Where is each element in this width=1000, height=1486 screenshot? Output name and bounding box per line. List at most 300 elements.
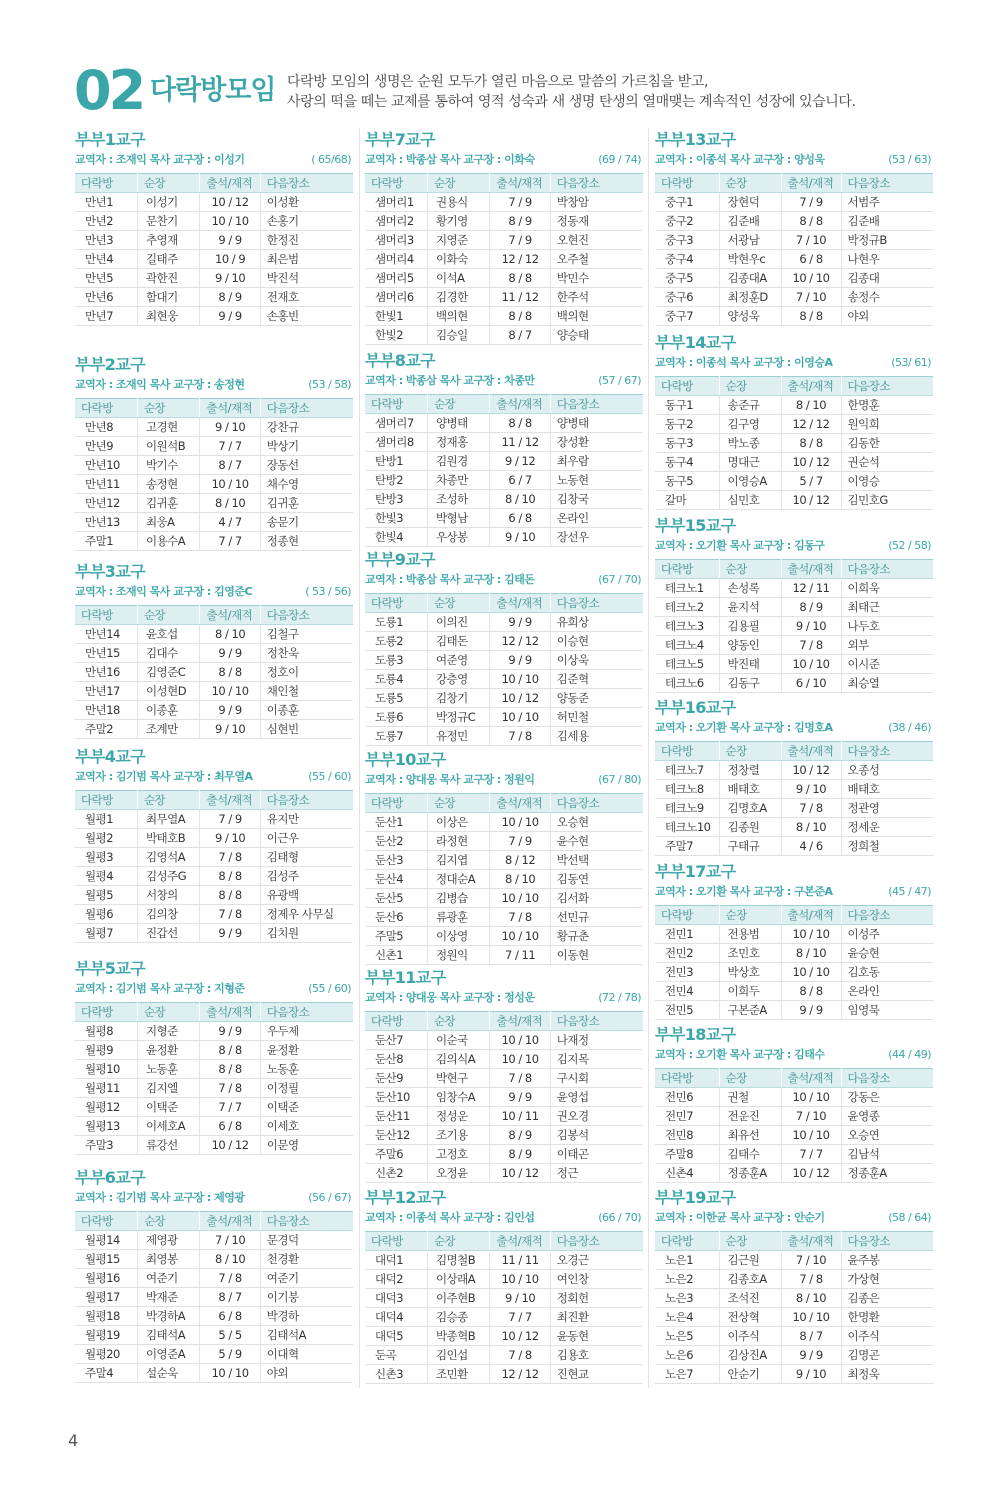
cell-darakbang: 둔산5 (365, 889, 427, 908)
column-header: 다음장소 (841, 742, 933, 761)
cell-leader: 김종대A (719, 269, 781, 288)
cell-attendance: 7 / 8 (200, 1079, 260, 1098)
cell-next-place: 최정욱 (841, 1365, 933, 1384)
cell-attendance: 12 / 11 (781, 579, 841, 598)
column-header: 순장 (137, 174, 199, 193)
cell-next-place: 유광백 (260, 886, 353, 905)
cell-next-place: 김남석 (841, 1145, 933, 1164)
column-header: 다락방 (75, 399, 137, 418)
district-title: 부부11교구 (365, 968, 446, 987)
cell-attendance: 12 / 12 (490, 1365, 550, 1384)
district-meta (75, 1189, 353, 1207)
cell-attendance: 9 / 10 (200, 269, 260, 288)
cell-attendance: 7 / 8 (490, 908, 550, 927)
cell-next-place: 황규춘 (550, 927, 643, 946)
cell-leader: 박정규C (427, 708, 489, 727)
cell-darakbang: 도룡6 (365, 708, 427, 727)
district-meta (75, 151, 353, 169)
cell-next-place: 윤영종 (841, 1107, 933, 1126)
cell-attendance: 8 / 7 (200, 1288, 260, 1307)
cell-attendance: 6 / 8 (781, 250, 841, 269)
column-header: 순장 (719, 1232, 781, 1251)
cell-darakbang: 동구4 (655, 453, 719, 472)
table-row (75, 886, 353, 905)
cell-attendance: 10 / 10 (200, 212, 260, 231)
cell-attendance: 7 / 10 (781, 288, 841, 307)
cell-next-place: 김태석A (260, 1326, 353, 1345)
cell-attendance: 10 / 10 (490, 927, 550, 946)
cell-attendance: 8 / 8 (781, 982, 841, 1001)
cell-darakbang: 월평10 (75, 1060, 137, 1079)
column-header: 순장 (719, 1069, 781, 1088)
district-staff: 교역자 : 박종삼 목사 교구장 : 차종만 (365, 374, 535, 387)
district-count: (72 / 78) (598, 991, 641, 1004)
table-row (655, 250, 933, 269)
cell-next-place: 오현진 (550, 231, 643, 250)
district-table (365, 394, 643, 547)
district-block (655, 698, 933, 856)
table-row (365, 1327, 643, 1346)
cell-leader: 양동인 (719, 636, 781, 655)
cell-next-place: 오승연 (841, 1126, 933, 1145)
cell-darakbang: 노은4 (655, 1308, 719, 1327)
cell-next-place: 최우람 (550, 452, 643, 471)
cell-darakbang: 둔산1 (365, 813, 427, 832)
table-row (75, 288, 353, 307)
column-header: 순장 (719, 377, 781, 396)
description-line-2: 사랑의 떡을 떼는 교제를 통하여 영적 성숙과 새 생명 탄생의 열매맺는 계속적인 성장에 있습니다. (287, 94, 856, 110)
cell-darakbang: 샘머리8 (365, 433, 427, 452)
cell-next-place: 정제우 사무실 (260, 905, 353, 924)
column-header: 순장 (719, 906, 781, 925)
cell-attendance: 10 / 12 (490, 1164, 550, 1183)
column-header: 순장 (427, 395, 489, 414)
cell-darakbang: 도룡7 (365, 727, 427, 746)
table-row (365, 414, 643, 433)
cell-leader: 윤정환 (137, 1041, 199, 1060)
column-header: 다락방 (75, 1003, 137, 1022)
cell-attendance: 7 / 7 (200, 1098, 260, 1117)
table-row (365, 1031, 643, 1050)
cell-leader: 김병습 (427, 889, 489, 908)
cell-darakbang: 둔산12 (365, 1126, 427, 1145)
district-block (655, 516, 933, 693)
cell-attendance: 8 / 8 (490, 414, 550, 433)
cell-attendance: 7 / 9 (781, 193, 841, 212)
cell-attendance: 10 / 10 (200, 475, 260, 494)
cell-leader: 이영준A (137, 1345, 199, 1364)
table-row (365, 651, 643, 670)
column-header: 다음장소 (260, 791, 353, 810)
table-row (75, 494, 353, 513)
district-meta (75, 768, 353, 786)
cell-darakbang: 월평18 (75, 1307, 137, 1326)
district-title: 부부15교구 (655, 516, 736, 535)
cell-next-place: 윤동현 (550, 1327, 643, 1346)
cell-attendance: 10 / 10 (781, 1126, 841, 1145)
cell-leader: 이상은 (427, 813, 489, 832)
cell-darakbang: 만년13 (75, 513, 137, 532)
table-header-row (365, 395, 643, 414)
column-header: 다락방 (655, 906, 719, 925)
cell-next-place: 유희상 (550, 613, 643, 632)
cell-attendance: 10 / 12 (200, 193, 260, 212)
cell-attendance: 8 / 9 (490, 1145, 550, 1164)
cell-darakbang: 동구3 (655, 434, 719, 453)
cell-darakbang: 만년3 (75, 231, 137, 250)
cell-attendance: 8 / 7 (200, 456, 260, 475)
district-staff: 교역자 : 양대웅 목사 교구장 : 정성운 (365, 991, 535, 1004)
cell-darakbang: 샘머리1 (365, 193, 427, 212)
column-header: 출석/재적 (781, 174, 841, 193)
cell-next-place: 최승열 (841, 674, 933, 693)
cell-attendance: 10 / 10 (490, 813, 550, 832)
cell-next-place: 한명환 (841, 1308, 933, 1327)
column-header: 다음장소 (550, 1012, 643, 1031)
column-header: 다락방 (365, 174, 427, 193)
cell-attendance: 6 / 8 (490, 509, 550, 528)
table-row (75, 848, 353, 867)
cell-leader: 최유선 (719, 1126, 781, 1145)
table-row (655, 212, 933, 231)
cell-darakbang: 샘머리5 (365, 269, 427, 288)
cell-leader: 여준영 (427, 651, 489, 670)
cell-leader: 김동구 (719, 674, 781, 693)
cell-next-place: 박경하 (260, 1307, 353, 1326)
cell-darakbang: 둔산9 (365, 1069, 427, 1088)
column-header: 출석/재적 (781, 377, 841, 396)
section-title: 다락방모임 (150, 75, 276, 106)
cell-attendance: 10 / 10 (781, 963, 841, 982)
district-meta (75, 376, 353, 394)
table-header-row (75, 1212, 353, 1231)
cell-next-place: 야외 (841, 307, 933, 326)
table-row (75, 1269, 353, 1288)
column-header: 출석/재적 (781, 1069, 841, 1088)
table-row (365, 326, 643, 345)
cell-attendance: 8 / 10 (781, 1289, 841, 1308)
table-row (365, 708, 643, 727)
cell-leader: 정창렬 (719, 761, 781, 780)
cell-darakbang: 월평8 (75, 1022, 137, 1041)
cell-leader: 심민호 (719, 491, 781, 510)
cell-attendance: 9 / 10 (200, 720, 260, 739)
cell-next-place: 송문기 (260, 513, 353, 532)
cell-attendance: 9 / 9 (781, 1001, 841, 1020)
table-row (655, 799, 933, 818)
cell-darakbang: 중구7 (655, 307, 719, 326)
cell-leader: 명대근 (719, 453, 781, 472)
cell-leader: 김성주G (137, 867, 199, 886)
cell-darakbang: 만년14 (75, 625, 137, 644)
district-count: (52 / 58) (888, 539, 931, 552)
table-row (655, 963, 933, 982)
column-header: 순장 (137, 1212, 199, 1231)
district-block (75, 130, 353, 326)
cell-leader: 조민환 (427, 1365, 489, 1384)
column-header: 순장 (427, 594, 489, 613)
cell-next-place: 이정필 (260, 1079, 353, 1098)
district-block (365, 1188, 643, 1384)
district-block (75, 562, 353, 739)
table-header-row (365, 1012, 643, 1031)
district-block (75, 355, 353, 551)
cell-leader: 함대기 (137, 288, 199, 307)
cell-darakbang: 만년2 (75, 212, 137, 231)
table-row (75, 810, 353, 829)
cell-next-place: 박민수 (550, 269, 643, 288)
column-header: 다락방 (655, 742, 719, 761)
cell-darakbang: 중구2 (655, 212, 719, 231)
cell-next-place: 진현교 (550, 1365, 643, 1384)
page-header (74, 60, 954, 120)
cell-darakbang: 주말5 (365, 927, 427, 946)
district-block (365, 968, 643, 1183)
cell-darakbang: 대덕4 (365, 1308, 427, 1327)
cell-next-place: 한명훈 (841, 396, 933, 415)
cell-leader: 김용필 (719, 617, 781, 636)
cell-attendance: 10 / 10 (490, 1031, 550, 1050)
cell-leader: 김영준C (137, 663, 199, 682)
cell-next-place: 나현우 (841, 250, 933, 269)
column-header: 순장 (137, 606, 199, 625)
cell-next-place: 강찬규 (260, 418, 353, 437)
table-row (365, 1126, 643, 1145)
district-title: 부부6교구 (75, 1168, 145, 1187)
cell-next-place: 정호이 (260, 663, 353, 682)
cell-attendance: 8 / 8 (490, 307, 550, 326)
cell-next-place: 유지만 (260, 810, 353, 829)
cell-darakbang: 테크노10 (655, 818, 719, 837)
cell-next-place: 강동은 (841, 1088, 933, 1107)
column-header: 출석/재적 (200, 399, 260, 418)
district-staff: 교역자 : 오기환 목사 교구장 : 김태수 (655, 1048, 825, 1061)
cell-attendance: 7 / 7 (490, 1308, 550, 1327)
cell-darakbang: 만년9 (75, 437, 137, 456)
table-row (75, 1041, 353, 1060)
cell-attendance: 5 / 5 (200, 1326, 260, 1345)
cell-attendance: 7 / 8 (781, 636, 841, 655)
district-block (365, 351, 643, 547)
cell-leader: 이의진 (427, 613, 489, 632)
cell-attendance: 9 / 9 (200, 307, 260, 326)
column-header: 다락방 (75, 791, 137, 810)
cell-darakbang: 테크노9 (655, 799, 719, 818)
cell-attendance: 9 / 9 (200, 231, 260, 250)
column-header: 다음장소 (550, 594, 643, 613)
cell-leader: 손성록 (719, 579, 781, 598)
cell-next-place: 최태근 (841, 598, 933, 617)
district-title: 부부8교구 (365, 351, 435, 370)
cell-next-place: 백의현 (550, 307, 643, 326)
table-row (365, 870, 643, 889)
district-meta (655, 719, 933, 737)
cell-leader: 양병태 (427, 414, 489, 433)
cell-next-place: 정종훈A (841, 1164, 933, 1183)
table-row (655, 1327, 933, 1346)
district-meta (655, 883, 933, 901)
district-meta (75, 583, 353, 601)
cell-leader: 김대수 (137, 644, 199, 663)
cell-attendance: 7 / 9 (200, 810, 260, 829)
cell-darakbang: 테크노3 (655, 617, 719, 636)
district-table (655, 559, 933, 693)
table-header-row (365, 594, 643, 613)
table-row (75, 924, 353, 943)
cell-darakbang: 주말6 (365, 1145, 427, 1164)
district-count: (56 / 67) (308, 1191, 351, 1204)
cell-attendance: 7 / 8 (781, 799, 841, 818)
cell-attendance: 7 / 8 (490, 727, 550, 746)
column-header: 다락방 (365, 794, 427, 813)
table-row (75, 625, 353, 644)
district-count: (38 / 46) (888, 721, 931, 734)
cell-attendance: 7 / 8 (490, 1346, 550, 1365)
district-staff: 교역자 : 이한균 목사 교구장 : 안순기 (655, 1211, 825, 1224)
column-header: 다음장소 (841, 174, 933, 193)
cell-leader: 송정현 (137, 475, 199, 494)
cell-leader: 김경한 (427, 288, 489, 307)
cell-darakbang: 전민3 (655, 963, 719, 982)
cell-darakbang: 도룡1 (365, 613, 427, 632)
table-row (75, 437, 353, 456)
district-block (75, 959, 353, 1155)
cell-attendance: 9 / 9 (781, 1346, 841, 1365)
cell-leader: 김의창 (137, 905, 199, 924)
district-table (655, 376, 933, 510)
table-row (75, 1098, 353, 1117)
cell-darakbang: 만년6 (75, 288, 137, 307)
cell-darakbang: 노은6 (655, 1346, 719, 1365)
cell-leader: 김명호A (719, 799, 781, 818)
cell-darakbang: 신촌2 (365, 1164, 427, 1183)
cell-leader: 정대순A (427, 870, 489, 889)
cell-attendance: 7 / 8 (781, 1270, 841, 1289)
cell-darakbang: 신촌1 (365, 946, 427, 965)
cell-attendance: 8 / 10 (200, 625, 260, 644)
cell-darakbang: 월평4 (75, 867, 137, 886)
district-meta (655, 1209, 933, 1227)
cell-next-place: 정동재 (550, 212, 643, 231)
table-row (365, 927, 643, 946)
column-header: 다음장소 (260, 606, 353, 625)
district-staff: 교역자 : 이종석 목사 교구장 : 이영승A (655, 356, 833, 369)
cell-next-place: 정찬욱 (260, 644, 353, 663)
column-header: 순장 (427, 1012, 489, 1031)
table-row (365, 813, 643, 832)
district-block (655, 333, 933, 510)
cell-leader: 정성운 (427, 1107, 489, 1126)
table-row (365, 946, 643, 965)
district-count: (69 / 74) (598, 153, 641, 166)
table-row (365, 1088, 643, 1107)
column-header: 출석/재적 (490, 174, 550, 193)
cell-darakbang: 샘머리7 (365, 414, 427, 433)
district-staff: 교역자 : 김기범 목사 교구장 : 최무열A (75, 770, 253, 783)
district-staff: 교역자 : 오기환 목사 교구장 : 구본준A (655, 885, 833, 898)
table-header-row (655, 1232, 933, 1251)
cell-attendance: 8 / 10 (490, 490, 550, 509)
cell-leader: 박태호B (137, 829, 199, 848)
cell-next-place: 여인창 (550, 1270, 643, 1289)
district-title: 부부13교구 (655, 130, 736, 149)
column-header: 다락방 (365, 395, 427, 414)
cell-next-place: 채인철 (260, 682, 353, 701)
cell-darakbang: 테크노4 (655, 636, 719, 655)
cell-next-place: 김명곤 (841, 1346, 933, 1365)
cell-next-place: 노동현 (550, 471, 643, 490)
cell-darakbang: 주말1 (75, 532, 137, 551)
cell-attendance: 8 / 8 (200, 1060, 260, 1079)
cell-leader: 조성하 (427, 490, 489, 509)
table-row (75, 1060, 353, 1079)
cell-darakbang: 만년18 (75, 701, 137, 720)
cell-darakbang: 월평15 (75, 1250, 137, 1269)
table-row (365, 509, 643, 528)
cell-attendance: 5 / 9 (200, 1345, 260, 1364)
cell-next-place: 온라인 (841, 982, 933, 1001)
cell-darakbang: 주말4 (75, 1364, 137, 1383)
cell-darakbang: 둔산2 (365, 832, 427, 851)
cell-darakbang: 둔곡 (365, 1346, 427, 1365)
cell-leader: 류강선 (137, 1136, 199, 1155)
table-row (655, 944, 933, 963)
table-header-row (655, 906, 933, 925)
district-title: 부부3교구 (75, 562, 145, 581)
district-table (75, 790, 353, 943)
table-header-row (655, 742, 933, 761)
cell-darakbang: 월평1 (75, 810, 137, 829)
table-row (655, 780, 933, 799)
column-header: 출석/재적 (490, 1012, 550, 1031)
district-meta (655, 151, 933, 169)
cell-leader: 우상봉 (427, 528, 489, 547)
cell-leader: 이성현D (137, 682, 199, 701)
table-row (75, 644, 353, 663)
cell-leader: 김지엽 (427, 851, 489, 870)
cell-darakbang: 전민4 (655, 982, 719, 1001)
cell-darakbang: 주말2 (75, 720, 137, 739)
district-title: 부부18교구 (655, 1025, 736, 1044)
cell-leader: 백의현 (427, 307, 489, 326)
cell-next-place: 윤수현 (550, 832, 643, 851)
table-row (365, 1050, 643, 1069)
cell-darakbang: 샘머리4 (365, 250, 427, 269)
cell-attendance: 10 / 10 (490, 708, 550, 727)
cell-attendance: 8 / 8 (200, 867, 260, 886)
table-row (75, 867, 353, 886)
column-header: 다락방 (655, 174, 719, 193)
cell-leader: 황기영 (427, 212, 489, 231)
column-header: 다락방 (365, 1012, 427, 1031)
cell-next-place: 이시준 (841, 655, 933, 674)
cell-attendance: 10 / 10 (200, 682, 260, 701)
cell-leader: 최현웅 (137, 307, 199, 326)
table-row (655, 1346, 933, 1365)
cell-attendance: 9 / 10 (781, 780, 841, 799)
cell-leader: 박재준 (137, 1288, 199, 1307)
cell-attendance: 7 / 10 (781, 1251, 841, 1270)
district-count: (66 / 70) (598, 1211, 641, 1224)
table-row (655, 1107, 933, 1126)
cell-attendance: 9 / 10 (200, 829, 260, 848)
cell-leader: 설순욱 (137, 1364, 199, 1383)
cell-attendance: 7 / 8 (200, 1269, 260, 1288)
cell-darakbang: 전민6 (655, 1088, 719, 1107)
cell-next-place: 김귀훈 (260, 494, 353, 513)
cell-next-place: 김치원 (260, 924, 353, 943)
district-block (365, 130, 643, 345)
